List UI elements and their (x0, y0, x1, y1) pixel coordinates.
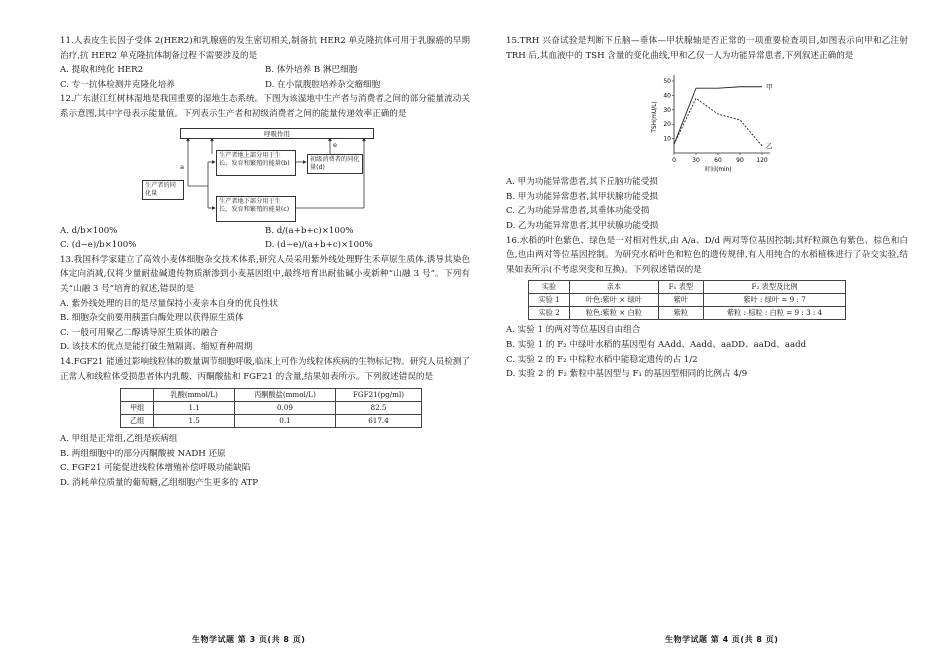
table-header-row (121, 389, 422, 402)
series-line-jia (674, 87, 762, 145)
x-tick-label: 30 (692, 157, 700, 165)
y-tick-label: 50 (663, 78, 671, 86)
question-11-option-d: D. 在小鼠腹腔培养杂交瘤细胞 (265, 79, 381, 90)
x-tick-label: 120 (756, 157, 768, 165)
question-12 (60, 92, 470, 252)
question-12-option-a: A. d/b×100% (60, 225, 118, 236)
producer-box: 生产者的同化量 (142, 180, 184, 200)
page-footer-left: 生物学试题 第 3 页(共 8 页) (192, 635, 306, 644)
question-15-stem: 15.TRH 兴奋试验是判断下丘脑—垂体—甲状腺轴是否正常的一项重要检查项目,如图表示向甲和乙注射 TRH 后,其血液中的 TSH 含量的变化曲线,甲和乙仅一人为功能异常患者,下列叙述正确的是 (506, 36, 908, 61)
question-16 (506, 234, 908, 382)
table-header-cell: F₂ 表型及比例 (704, 281, 846, 294)
table-header-cell: 乳酸(mmol/L) (154, 389, 235, 402)
question-12-option-c: C. (d−e)/b×100% (60, 240, 137, 251)
table-cell: 1.1 (154, 402, 235, 415)
table-cell: 紫叶 (658, 294, 704, 307)
x-axis-label: 时间(min) (704, 167, 732, 174)
question-11-stem: 11.人表皮生长因子受体 2(HER2)和乳腺癌的发生密切相关,制备抗 HER2 单克隆抗体可用于乳腺癌的早期治疗,抗 HER2 单克隆抗体制备过程不需要涉及的是 (60, 36, 470, 61)
y-tick-label: 40 (663, 92, 671, 100)
right-page-column (506, 34, 908, 382)
table-cell: 紫粒 : 棕粒 : 白粒 = 9 : 3 : 4 (704, 307, 846, 320)
tsh-chart-svg (506, 65, 908, 173)
question-16-stem: 16.水稻的叶色紫色、绿色是一对相对性状,由 A/a、D/d 两对等位基因控制;其籽粒颜色有紫色、棕色和白色,也由两对等位基因控制。为研究水稻叶色和粒色的遗传规律,有人用纯合的水稻植株进行了杂交实验,结果如表所示(不考虑突变和互换)。下列叙述错误的是 (506, 235, 908, 275)
question-14-stem: 14.FGF21 能通过影响线粒体的数量调节细胞呼吸,临床上可作为线粒体疾病的生物标记物。研究人员检测了正常人和线粒体受损患者体内乳酸、丙酮酸盐和 FGF21 的含量,结果如表所示。下列叙述错误的是 (60, 356, 470, 382)
question-12-stem: 12.广东湛江红树林湿地是我国重要的湿地生态系统。下图为该湿地中生产者与消费者之间的部分能量流动关系示意图,其中字母表示能量值。下列表示生产者和初级消费者之间的能量传递效率正确的是 (60, 94, 470, 119)
series-label: 乙 (766, 141, 773, 150)
question-13-option-b: B. 细胞杂交前要用胰蛋白酶处理以获得原生质体 (60, 313, 244, 324)
question-13-stem: 13.我国科学家建立了高效小麦体细胞杂交技术体系,研究人员采用紫外线处理野生禾草原生质体,诱导其染色体定向消减,仅将少量耐盐碱遗传物质渐渗到小麦基因组中,最终培育出耐盐碱小麦新种“山融 3 号”。下列有关“山融 3 号”培育的叙述,错误的是 (60, 254, 470, 294)
series-label: 甲 (766, 82, 773, 91)
above-ground-box: 生产者地上部分用于生长、发育和繁殖的能量(b) (216, 150, 296, 176)
question-11-options (60, 63, 470, 92)
table-cell: 紫叶 : 绿叶 = 9 : 7 (704, 294, 846, 307)
table-header-cell: F₁ 表型 (658, 281, 704, 294)
page-footer-right: 生物学试题 第 4 页(共 8 页) (665, 635, 779, 644)
question-16-option-b: B. 实验 1 的 F₂ 中绿叶水稻的基因型有 AAdd、Aadd、aaDD、aaDd、aadd (506, 339, 807, 350)
table-header-cell: FGF21(pg/ml) (336, 389, 422, 402)
question-14-option-a: A. 甲组是正常组,乙组是疾病组 (60, 434, 178, 445)
question-13-option-c: C. 一般可用聚乙二醇诱导原生质体的融合 (60, 327, 218, 338)
question-14-option-b: B. 两组细胞中的部分丙酮酸被 NADH 还原 (60, 448, 226, 459)
question-14-options (60, 432, 470, 490)
question-11-option-c: C. 专一抗体检测并克隆化培养 (60, 79, 175, 90)
question-13-options (60, 297, 470, 355)
consumer-box: 初级消费者的同化量(d) (307, 154, 363, 174)
question-16-option-a: A. 实验 1 的两对等位基因自由组合 (506, 325, 641, 336)
question-14 (60, 355, 470, 491)
question-15 (506, 34, 908, 234)
tsh-chart (506, 65, 908, 173)
question-15-options (506, 175, 908, 233)
question-13-option-a: A. 紫外线处理的目的是尽量保持小麦亲本自身的优良性状 (60, 298, 278, 309)
question-12-option-d: D. (d−e)/(a+b+c)×100% (265, 240, 373, 251)
table-row (529, 307, 846, 320)
energy-flow-diagram (60, 124, 470, 222)
below-ground-box: 生产者地下部分用于生长、发育和繁殖的能量(c) (216, 196, 296, 222)
label-a: a (180, 162, 184, 171)
question-11-option-b: B. 体外培养 B 淋巴细胞 (265, 65, 358, 76)
y-axis-label: TSH(mU/L) (652, 101, 658, 133)
table-cell: 实验 1 (529, 294, 570, 307)
question-16-table (528, 280, 846, 320)
question-16-option-d: D. 实验 2 的 F₂ 紫粒中基因型与 F₁ 的基因型相同的比例占 4/9 (506, 369, 748, 380)
question-11 (60, 34, 470, 92)
table-row (529, 294, 846, 307)
question-14-table (120, 388, 422, 428)
y-tick-label: 10 (663, 135, 671, 143)
series-line-yi (674, 98, 762, 146)
x-tick-label: 90 (736, 157, 744, 165)
table-cell: 617.4 (336, 415, 422, 428)
y-tick-label: 20 (663, 121, 671, 129)
table-header-cell: 亲本 (570, 281, 659, 294)
question-13-option-d: D. 该技术的优点是能打破生殖隔离、缩短育种周期 (60, 342, 253, 353)
question-15-option-d: D. 乙为功能异常患者,其甲状腺功能受损 (506, 220, 659, 231)
label-e: e (333, 140, 337, 149)
respiration-box: 呼吸作用 (180, 128, 374, 139)
left-page-column (60, 34, 470, 490)
table-cell: 甲组 (121, 402, 154, 415)
x-tick-label: 0 (672, 157, 676, 165)
table-cell: 实验 2 (529, 307, 570, 320)
table-header-cell: 丙酮酸盐(mmol/L) (234, 389, 335, 402)
question-15-option-b: B. 甲为功能异常患者,其甲状腺功能受损 (506, 191, 659, 202)
table-header-cell (121, 389, 154, 402)
question-12-option-b: B. d/(a+b+c)×100% (265, 225, 354, 236)
question-14-option-c: C. FGF21 可能促进线粒体增殖补偿呼吸功能缺陷 (60, 463, 251, 474)
question-15-option-a: A. 甲为功能异常患者,其下丘脑功能受损 (506, 177, 658, 188)
table-cell: 82.5 (336, 402, 422, 415)
question-16-option-c: C. 实验 2 的 F₂ 中棕粒水稻中能稳定遗传的占 1/2 (506, 354, 698, 365)
table-cell: 叶色:紫叶 × 绿叶 (570, 294, 659, 307)
table-cell: 紫粒 (658, 307, 704, 320)
y-tick-label: 30 (663, 106, 671, 114)
question-12-options (60, 224, 470, 253)
question-14-option-d: D. 消耗单位质量的葡萄糖,乙组细胞产生更多的 ATP (60, 477, 259, 488)
table-header-row (529, 281, 846, 294)
table-row (121, 402, 422, 415)
table-cell: 0.09 (234, 402, 335, 415)
table-cell: 乙组 (121, 415, 154, 428)
x-tick-label: 60 (714, 157, 722, 165)
question-13 (60, 253, 470, 355)
table-cell: 0.1 (234, 415, 335, 428)
question-15-option-c: C. 乙为功能异常患者,其垂体功能受损 (506, 206, 650, 217)
table-cell: 1.5 (154, 415, 235, 428)
table-header-cell: 实验 (529, 281, 570, 294)
question-16-options (506, 323, 908, 381)
table-row (121, 415, 422, 428)
question-11-option-a: A. 提取和纯化 HER2 (60, 65, 144, 76)
table-cell: 粒色:紫粒 × 白粒 (570, 307, 659, 320)
